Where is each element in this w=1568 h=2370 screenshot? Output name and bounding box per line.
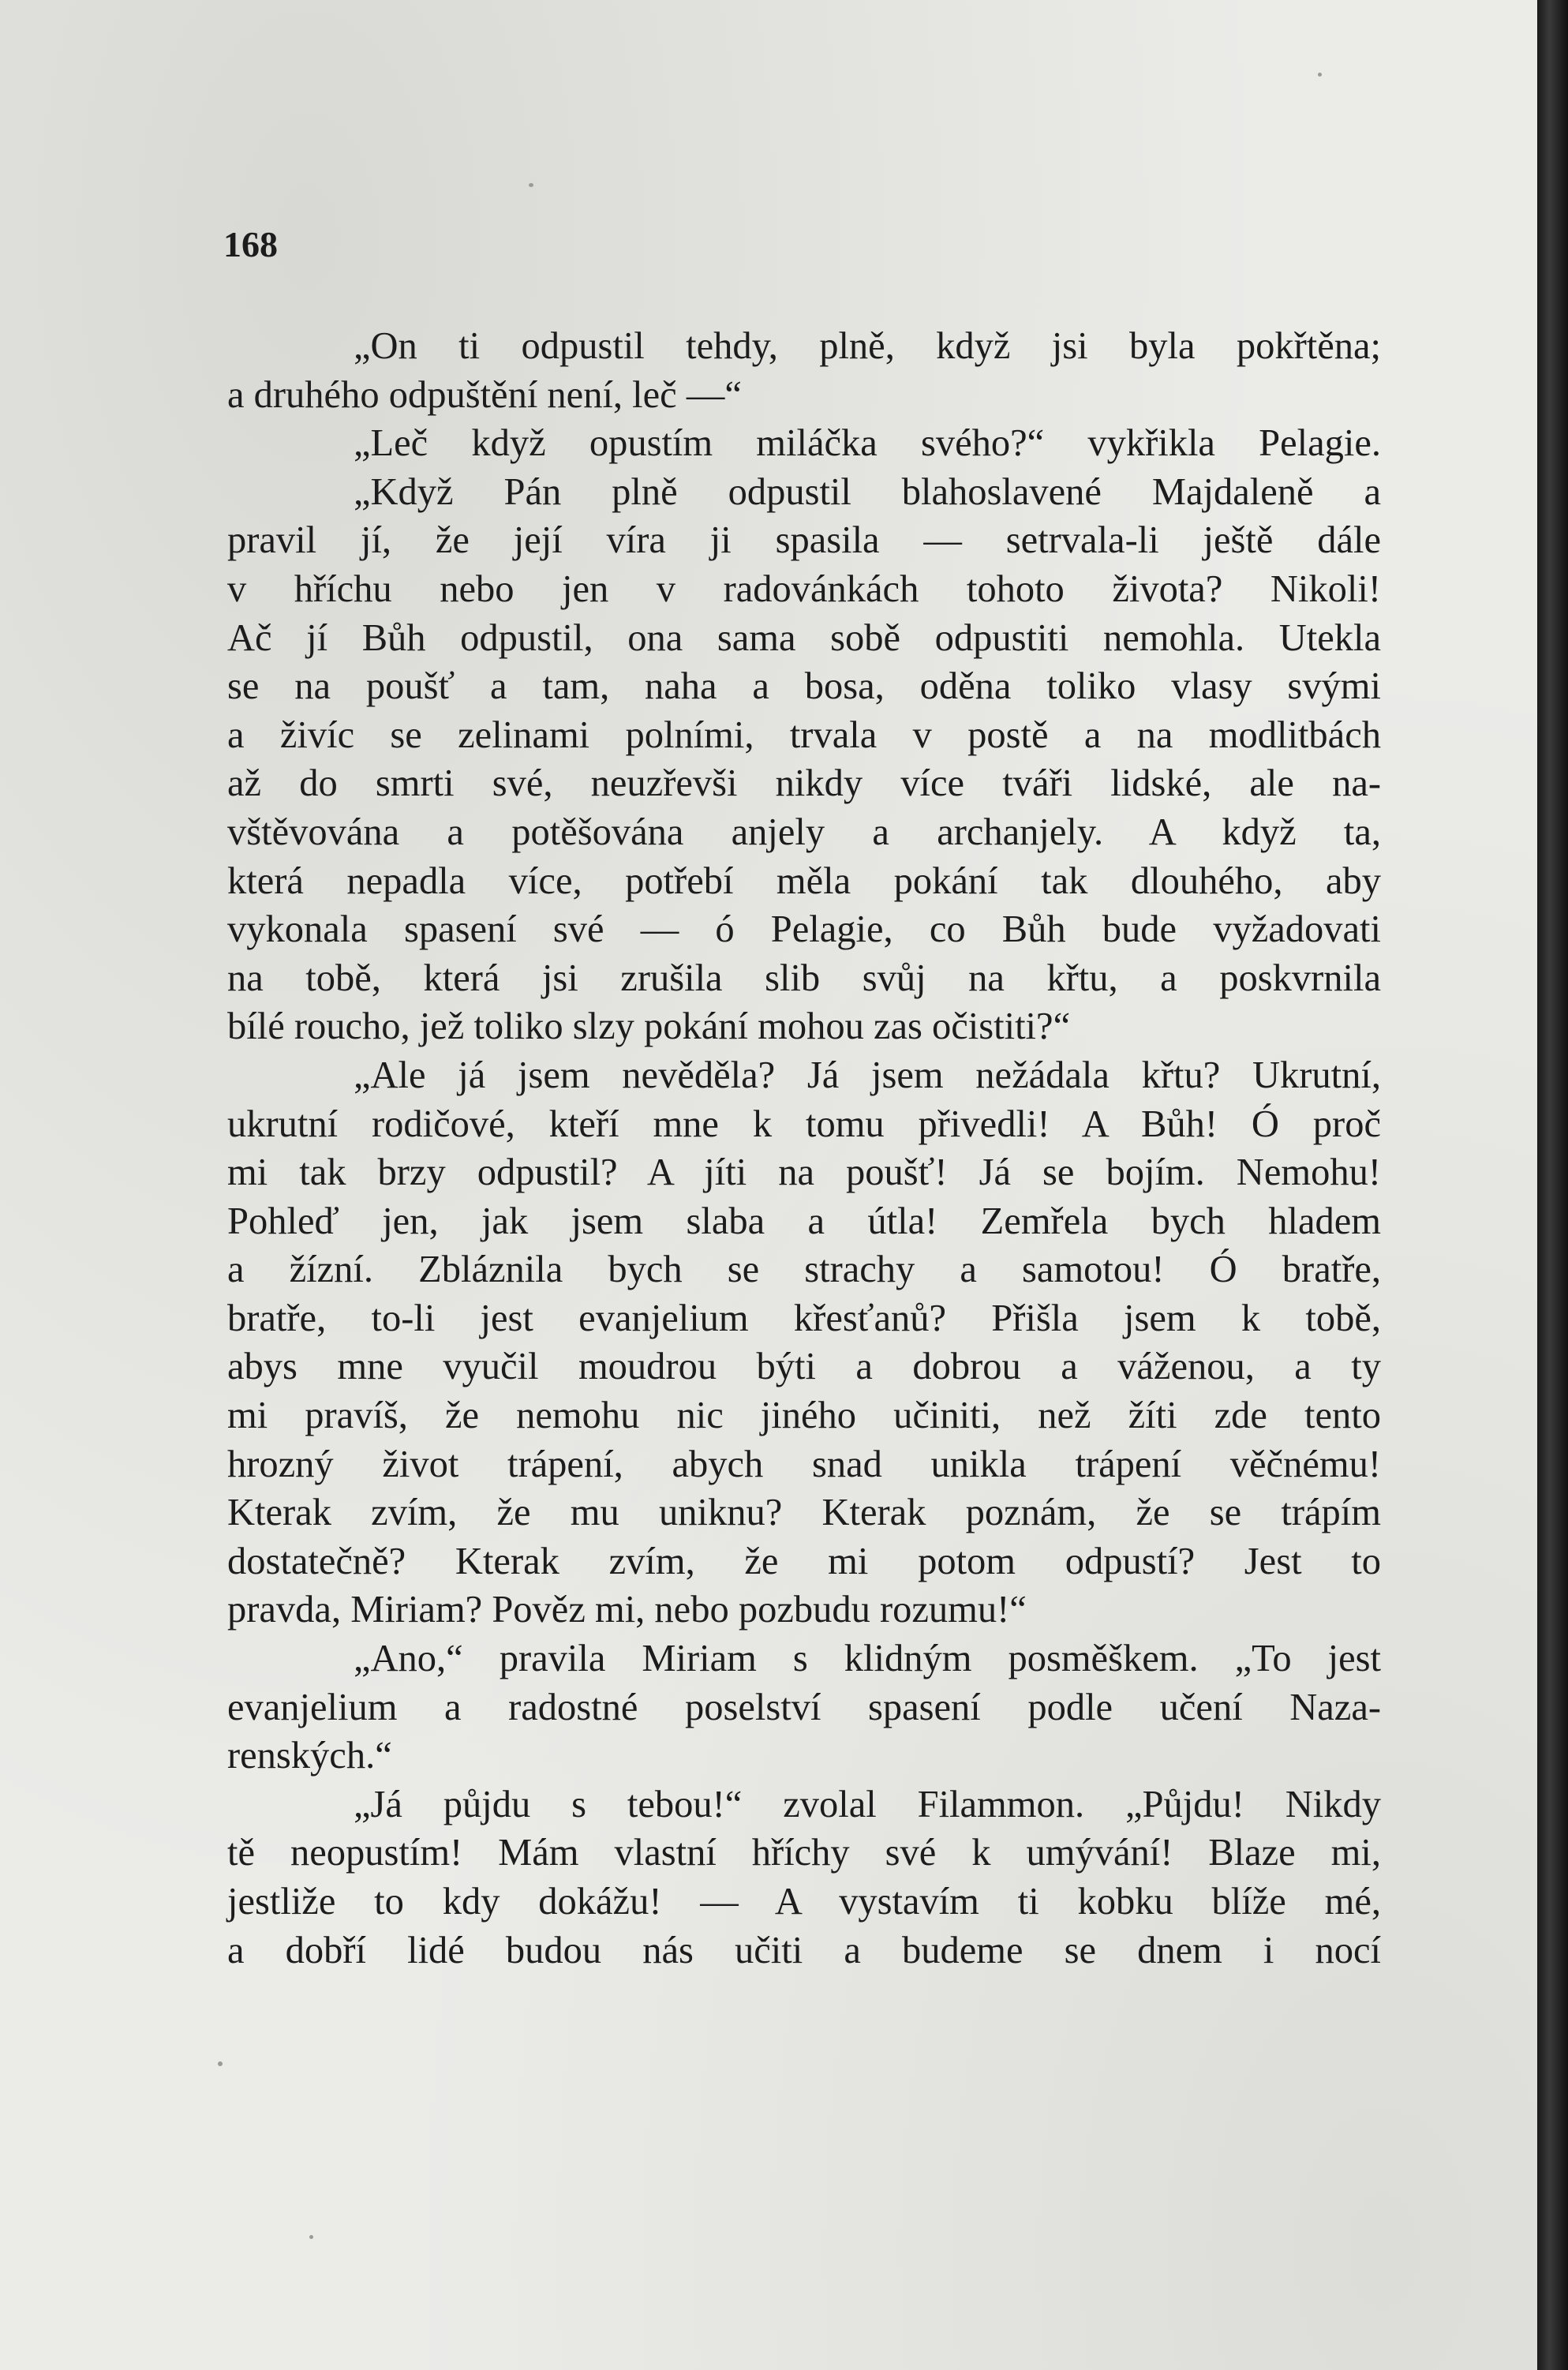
paper-speck (309, 2235, 313, 2239)
text-line: a žízní. Zbláznila bych se strachy a samotou! Ó bratře, (227, 1249, 1381, 1291)
text-line: se na poušť a tam, naha a bosa, oděna toliko vlasy svými (227, 665, 1381, 708)
book-spine-shadow (1537, 0, 1568, 2370)
text-line: na tobě, která jsi zrušila slib svůj na křtu, a poskvrnila (227, 957, 1381, 999)
text-line: renských.“ (227, 1735, 392, 1777)
paper-speck (218, 2061, 223, 2066)
text-line: evanjelium a radostné poselství spasení podle učení Naza- (227, 1686, 1381, 1728)
text-line: která nepadla více, potřebí měla pokání tak dlouhého, aby (227, 859, 1381, 902)
text-line: v hříchu nebo jen v radovánkách tohoto života? Nikoli! (227, 567, 1381, 610)
paper-speck (529, 183, 533, 187)
paper-speck (1318, 73, 1322, 77)
text-line: bratře, to-li jest evanjelium křesťanů? Přišla jsem k tobě, (227, 1297, 1381, 1339)
page-number: 168 (223, 224, 278, 264)
text-line: vykonala spasení své — ó Pelagie, co Bůh bude vyžadovati (227, 908, 1381, 951)
text-line: hrozný život trápení, abych snad unikla trápení věčnému! (227, 1443, 1381, 1485)
text-line: „Ale já jsem nevěděla? Já jsem nežádala křtu? Ukrutní, (354, 1054, 1381, 1096)
text-line: jestliže to kdy dokážu! — A vystavím ti kobku blíže mé, (227, 1881, 1381, 1923)
text-line: Ač jí Bůh odpustil, ona sama sobě odpustiti nemohla. Utekla (227, 616, 1381, 659)
body-text (227, 322, 1381, 1975)
text-line: pravda, Miriam? Pověz mi, nebo pozbudu rozumu!“ (227, 1589, 1027, 1631)
text-line: dostatečně? Kterak zvím, že mi potom odpustí? Jest to (227, 1540, 1381, 1582)
text-line: a dobří lidé budou nás učiti a budeme se dnem i nocí (227, 1929, 1381, 1971)
text-line: „Leč když opustím miláčka svého?“ vykřikla Pelagie. (354, 422, 1381, 465)
text-line: až do smrti své, neuzřevši nikdy více tváři lidské, ale na- (227, 762, 1381, 805)
text-line: Kterak zvím, že mu uniknu? Kterak poznám, že se trápím (227, 1492, 1381, 1534)
text-line: a živíc se zelinami polními, trvala v postě a na modlitbách (227, 713, 1381, 756)
text-line: abys mne vyučil moudrou býti a dobrou a váženou, a ty (227, 1346, 1381, 1388)
text-line: mi tak brzy odpustil? A jíti na poušť! Já se bojím. Nemohu! (227, 1151, 1381, 1194)
text-line: mi pravíš, že nemohu nic jiného učiniti, než žíti zde tento (227, 1395, 1381, 1437)
text-line: Pohleď jen, jak jsem slaba a útla! Zemřela bych hladem (227, 1200, 1381, 1242)
text-line: tě neopustím! Mám vlastní hříchy své k umývání! Blaze mi, (227, 1832, 1381, 1874)
text-line: vštěvována a potěšována anjely a archanjely. A když ta, (227, 811, 1381, 853)
text-line: ukrutní rodičové, kteří mne k tomu přivedli! A Bůh! Ó proč (227, 1103, 1381, 1145)
text-line: a druhého odpuštění není, leč —“ (227, 373, 742, 416)
text-line: bílé roucho, jež toliko slzy pokání mohou zas očistiti?“ (227, 1005, 1071, 1048)
text-line: „Ano,“ pravila Miriam s klidným posměškem. „To jest (354, 1638, 1381, 1680)
text-line: „On ti odpustil tehdy, plně, když jsi byla pokřtěna; (354, 325, 1381, 367)
text-line: pravil jí, že její víra ji spasila — setrvala-li ještě dále (227, 519, 1381, 562)
text-line: „Já půjdu s tebou!“ zvolal Filammon. „Půjdu! Nikdy (354, 1783, 1381, 1825)
text-line: „Když Pán plně odpustil blahoslavené Majdaleně a (354, 470, 1381, 513)
